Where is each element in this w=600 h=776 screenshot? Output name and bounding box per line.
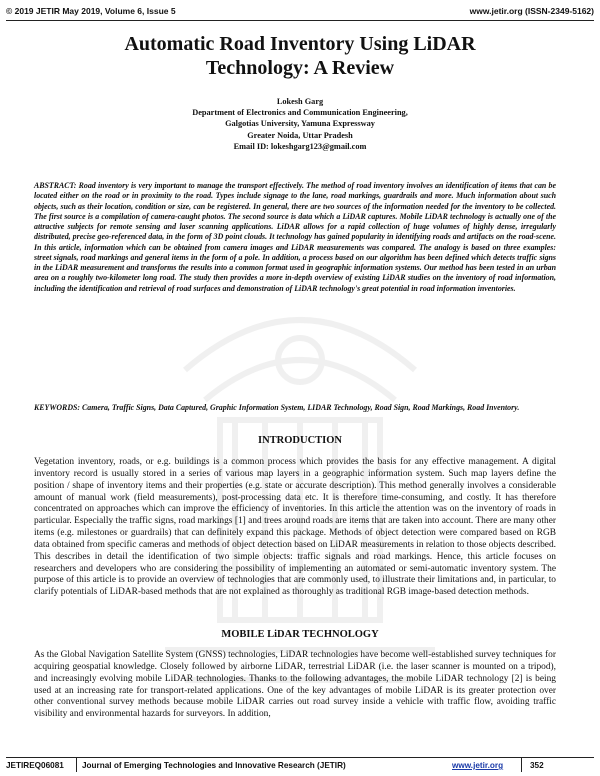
keywords-label: KEYWORDS xyxy=(34,403,78,412)
abstract-label: ABSTRACT xyxy=(34,181,74,190)
author-city: Greater Noida, Uttar Pradesh xyxy=(247,130,353,140)
abstract-text: : Road inventory is very important to manage the transport effectively. The method of road inventory involves an identification of items that can be located either on the road or in proximity to the road. Types include signage to the lane, road markings, guardrails and more. Much information about such objects, such as their location, condition or size, can be registered. In general, there are two sources of the information needed for the inventory to be collected. The first source is a compilation of camera-caught photos. The second source is data which a LiDAR captures. Mobile LiDAR technology is actually one of the attractive subjects for remote sensing and laser scanning applications. LiDAR allows for a rapid collection of huge volumes of highly dense, irregularly distributed, precise geo-referenced data, in the form of 3D point clouds. It technology has gained popularity in identifying roads and artifacts on the road-scene. In this article, information which can be obtained from camera images and LiDAR measurements was compared. The analogy is based on three examples: street signals, road markings and general items in the form of a pole. In addition, a process based on our algorithm has been defined which detects traffic signs in the LiDAR measurement and transforms the results into a common format used in geographic information systems. Our method has been tested in an urban area on a roughly two-kilometer long road. The study then provides a more in-depth overview of existing LiDAR studies on the inventory of road information, including the identification and retrieval of road surfaces and demonstration of LiDAR technology's great potential in road information inventories. xyxy=(34,181,556,293)
keywords-text: : Camera, Traffic Signs, Data Captured, Graphic Information System, LIDAR Technology, Road Sign, Road Markings, Road Inventory. xyxy=(77,403,520,412)
paper-title-line2: Technology: A Review xyxy=(205,57,395,79)
footer-paper-id: JETIREQ06081 xyxy=(6,761,64,770)
paper-title-line1: Automatic Road Inventory Using LiDAR xyxy=(124,33,476,55)
footer-divider xyxy=(521,758,522,772)
page-footer xyxy=(6,757,594,773)
footer-journal-name: Journal of Emerging Technologies and Innovative Research (JETIR) xyxy=(82,761,346,770)
header-issue-info: © 2019 JETIR May 2019, Volume 6, Issue 5 xyxy=(6,6,176,16)
abstract-block xyxy=(34,181,556,294)
author-email: Email ID: lokeshgarg123@gmail.com xyxy=(233,141,367,151)
keywords-block xyxy=(34,403,556,413)
author-name: Lokesh Garg xyxy=(276,97,324,106)
author-affiliation xyxy=(60,96,540,152)
footer-journal-link[interactable]: www.jetir.org xyxy=(452,761,504,770)
mobile-lidar-paragraph: As the Global Navigation Satellite System (GNSS) technologies, LiDAR technologies have become well-established survey techniques for acquiring geospatial knowledge. Closely followed by airborne LiDAR, terrestrial LiDAR (i.e. the laser scanner is mounted on a tripod), and increasingly evolving mobile LiDAR technologies. Thanks to the following advantages, the mobile LiDAR technology [2] is being used at an increasing rate for transport-related applications. One of the key advantages of mobile LiDAR is its greater protection over other conventional survey methods because mobile LiDAR carries out road survey inside a vehicle with traffic flow, avoiding traffic visibility and environmental hazards for surveyors. In addition, xyxy=(34,650,556,720)
page-header xyxy=(6,6,594,21)
author-department: Department of Electronics and Communication Engineering, xyxy=(192,108,408,118)
footer-page-number: 352 xyxy=(530,761,544,770)
header-journal-url: www.jetir.org (ISSN-2349-5162) xyxy=(469,6,594,16)
introduction-heading: INTRODUCTION xyxy=(257,435,342,446)
mobile-lidar-heading: MOBILE LiDAR TECHNOLOGY xyxy=(221,629,379,640)
introduction-paragraph: Vegetation inventory, roads, or e.g. buildings is a common process which provides the basis for any effective management. A digital inventory record is usually stored in a series of various map layers in a geographic information system. Such map layers define the position / shape of inventory items and their properties (e.g. state or accurate description). This method generally involves a considerable amount of manual work (field measurements), post-processing data etc. It is therefore time-consuming, and costly. It has therefore concentrated on approaches which can improve the efficiency of inventories. In this article the attention was on the inventory of roads in particular. Especially the traffic signs, road markings [1] and trees around roads are items that are taken into account. There are many other items (e.g. milestones or guardrails) that can definitely expand this package. Methods of object detection were compared based on RGB data obtained from specific cameras and methods of object detection based on LiDAR measurements in relation to those objects described. This describes in detail the identification of two simple objects: traffic signals and road markings. Hence, this article focuses on researchers and developers who are considering the possibility of implementing an automated or semi-automatic inventory system. The purpose of this article is to provide an overview of technologies that are commonly used, to illustrate their limitations and, in particular, to clarify potentials of LiDAR-based methods that are not explained as thoroughly as traditional RGB image-based detection methods. xyxy=(34,457,556,598)
footer-divider xyxy=(76,758,77,772)
paper-title xyxy=(40,32,560,80)
author-university: Galgotias University, Yamuna Expressway xyxy=(225,119,375,129)
